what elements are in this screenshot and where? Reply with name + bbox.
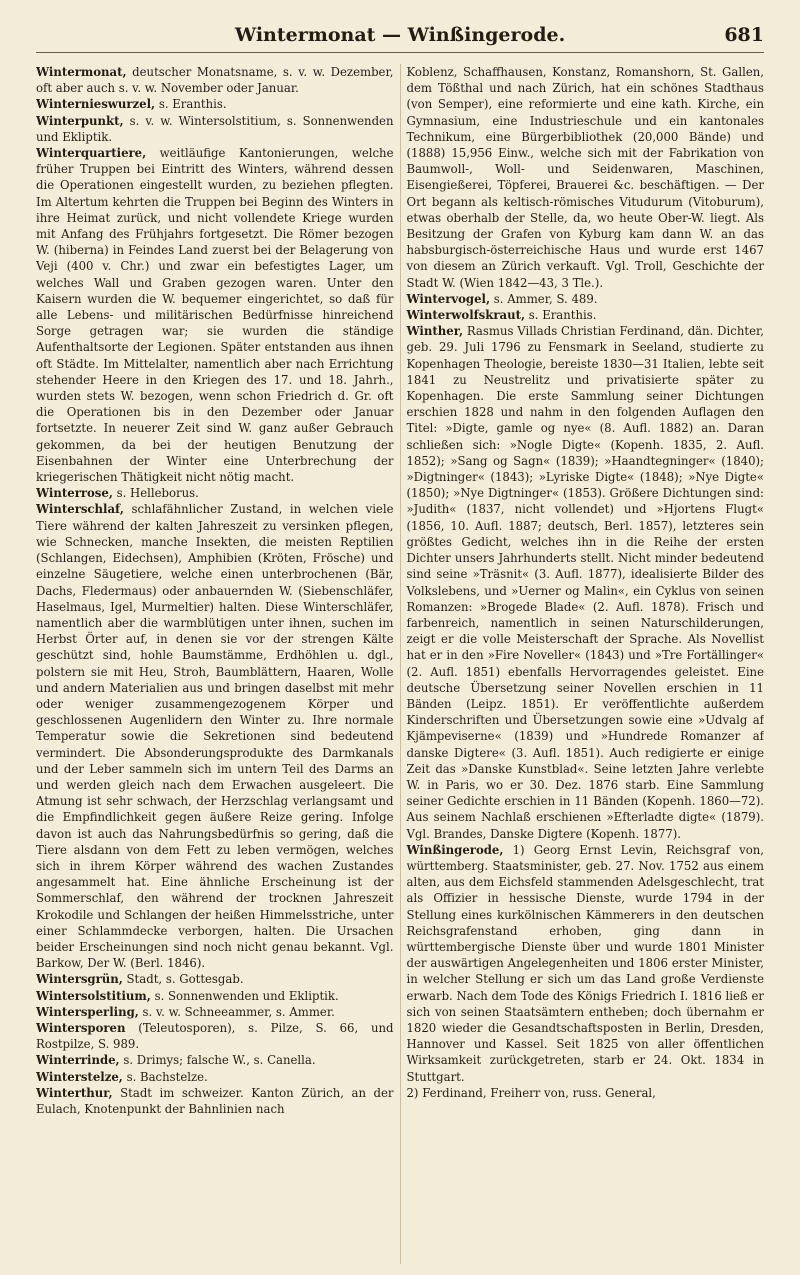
entry-headword: Winterwolfskraut, bbox=[406, 308, 526, 323]
dictionary-entry bbox=[407, 307, 765, 323]
entry-headword: Winternieswurzel, bbox=[36, 97, 156, 112]
right-column bbox=[400, 64, 765, 1264]
dictionary-entry bbox=[36, 1085, 394, 1117]
entry-text: s. Eranthis. bbox=[155, 97, 227, 112]
entry-text: schlafähnlicher Zustand, in welchen viele Tiere während der kalten Jahreszeit zu versinken pflegen, wie Schnecken, manche Insekten, die meisten Reptilien (Schlangen, Eidechsen), Amphibien (Kröten, Frösche) und einzelne Säugetiere, welche einen unterbrochenen (Bär, Dachs, Fledermaus) oder anbauernden W. (Siebenschläfer, Haselmaus, Igel, Murmeltier) halten. Diese Winterschläfer, namentlich aber die warmblütigen unter ihnen, suchen im Herbst Örter auf, in denen sie vor der strengen Kälte geschützt sind, hohle Baumstämme, Erdhöhlen u. dgl., polstern sie mit Heu, Stroh, Baumblättern, Haaren, Wolle und andern Materialien aus und bringen daselbst mit mehr oder weniger zusammengezogenem Körper und geschlossenen Augenlidern den Winter zu. Ihre normale Temperatur sowie die Sekretionen sind bedeutend vermindert. Die Absonderungsprodukte des Darmkanals und der Leber sammeln sich im untern Teil des Darms an und werden gleich nach dem Erwachen ausgeleert. Die Atmung ist sehr schwach, der Herzschlag verlangsamt und die Empfindlichkeit gegen äußere Reize gering. Infolge davon ist auch das Nahrungsbedürfnis so gering, daß die Tiere alsdann von dem Fett zu leben vermögen, welches sich in ihrem Körper während des wachen Zustandes angesammelt hat. Eine ähnliche Erscheinung ist der Sommerschlaf, den während der trocknen Jahreszeit Krokodile und Schlangen der heißen Himmelsstriche, unter einer Schlammdecke verborgen, halten. Die Ursachen beider Erscheinungen sind noch nicht genau bekannt. Vgl. Barkow, Der W. (Berl. 1846). bbox=[36, 502, 394, 971]
text-columns bbox=[36, 64, 764, 1264]
entry-headword: Winther, bbox=[406, 324, 464, 339]
entry-headword: Winterrose, bbox=[36, 486, 113, 501]
dictionary-entry bbox=[36, 1069, 394, 1085]
dictionary-entry bbox=[407, 1085, 765, 1101]
entry-headword: Wintersgrün, bbox=[36, 972, 123, 987]
entry-text: s. Eranthis. bbox=[525, 308, 597, 323]
entry-text: s. Drimys; falsche W., s. Canella. bbox=[119, 1053, 316, 1068]
dictionary-entry bbox=[36, 1020, 394, 1052]
entry-headword: Wintervogel, bbox=[406, 291, 491, 306]
entry-text: 2) Ferdinand, Freiherr von, russ. General, bbox=[406, 1085, 656, 1100]
running-header bbox=[36, 22, 764, 53]
dictionary-entry bbox=[36, 145, 394, 485]
entry-headword: Winterquartiere, bbox=[36, 146, 147, 161]
entry-text: s. v. w. Wintersolstitium, s. Sonnenwenden und Ekliptik. bbox=[36, 113, 394, 144]
entry-text: s. Sonnenwenden und Ekliptik. bbox=[150, 988, 339, 1003]
entry-text: s. v. w. Schneeammer, s. Ammer. bbox=[138, 1004, 335, 1019]
dictionary-entry bbox=[36, 485, 394, 501]
entry-text: s. Ammer, S. 489. bbox=[490, 291, 598, 306]
dictionary-entry bbox=[407, 291, 765, 307]
dictionary-entry bbox=[36, 988, 394, 1004]
entry-headword: Winterthur, bbox=[36, 1085, 113, 1100]
dictionary-entry bbox=[407, 64, 765, 291]
entry-text: s. Helleborus. bbox=[112, 486, 199, 501]
entry-headword: Wintermonat, bbox=[36, 65, 127, 79]
entry-text: 1) Georg Ernst Levin, Reichsgraf von, württemberg. Staatsminister, geb. 27. Nov. 1752 aus einem alten, aus dem Eichsfeld stammenden Adelsgeschlecht, trat als Offizier in hessische Dienste, wurde 1794 in der Stellung eines kurkölnischen Kämmerers in den deutschen Reichsgrafenstand erhoben, ging dann in württembergische Dienste über und wurde 1801 Minister der auswärtigen Angelegenheiten und 1806 erster Minister, in welcher Stellung er sich um das Land große Verdienste erwarb. Nach dem Tode des Königs Friedrich I. 1816 ließ er sich von seinen Staatsämtern entheben; doch übernahm er 1820 wieder die Gesandtschaftsposten in Berlin, Dresden, Hannover und Kassel. Seit 1825 von aller öffentlichen Wirksamkeit zurückgetreten, starb er 24. Okt. 1834 in Stuttgart. bbox=[406, 842, 764, 1084]
dictionary-entry bbox=[407, 842, 765, 1085]
entry-headword: Wintersperling, bbox=[36, 1004, 139, 1019]
left-column bbox=[36, 64, 394, 1264]
entry-text: (Teleutosporen), s. Pilze, S. 66, und Rostpilze, S. 989. bbox=[36, 1020, 394, 1052]
header-title: Wintermonat — Winßingerode. bbox=[234, 24, 566, 46]
entry-text: s. Bachstelze. bbox=[122, 1069, 208, 1084]
entry-headword: Winterstelze, bbox=[36, 1069, 123, 1084]
dictionary-entry bbox=[36, 1052, 394, 1068]
dictionary-entry bbox=[36, 64, 394, 96]
entry-headword: Winßingerode, bbox=[406, 842, 504, 857]
dictionary-entry bbox=[407, 323, 765, 842]
entry-text: deutscher Monatsname, s. v. w. Dezember, oft aber auch s. v. w. November oder Januar. bbox=[36, 65, 394, 96]
entry-text: Stadt, s. Gottesgab. bbox=[122, 972, 244, 987]
entry-headword: Winterpunkt, bbox=[36, 113, 124, 128]
entry-headword: Winterrinde, bbox=[36, 1053, 120, 1068]
entry-text: Stadt im schweizer. Kanton Zürich, an der Eulach, Knotenpunkt der Bahnlinien nach bbox=[36, 1085, 394, 1116]
dictionary-entry bbox=[36, 113, 394, 145]
entry-text: weitläufige Kantonierungen, welche früher Truppen bei Eintritt des Winters, während dessen die Operationen eingestellt wurden, zu beziehen pflegten. Im Altertum kehrten die Truppen bei Beginn des Winters in ihre Heimat zurück, und nicht vollendete Kriege wurden mit Anfang des Frühjahrs fortgesetzt. Die Römer bezogen W. (hiberna) in Feindes Land zuerst bei der Belagerung von Veji (400 v. Chr.) und zwar ein befestigtes Lager, um welches Wall und Graben gezogen waren. Unter den Kaisern wurden die W. bequemer eingerichtet, so daß für alle Lebens- und militärischen Bedürfnisse hinreichend Sorge getragen war; sie wurden die ständige Aufenthaltsorte der Legionen. Später entstanden aus ihnen oft Städte. Im Mittelalter, namentlich aber nach Errichtung stehender Heere in den Kriegen des 17. und 18. Jahrh., wurden stets W. bezogen, wenn schon Friedrich d. Gr. oft die Operationen bis in den Dezember oder Januar fortsetzte. In neuerer Zeit sind W. ganz außer Gebrauch gekommen, da bei der heutigen Benutzung der Eisenbahnen der Winter eine Unterbrechung der kriegerischen Thätigkeit nicht nötig macht. bbox=[36, 146, 394, 485]
dictionary-entry bbox=[36, 1004, 394, 1020]
entry-headword: Wintersporen bbox=[36, 1020, 126, 1035]
page-number: 681 bbox=[724, 24, 764, 46]
entry-text: Rasmus Villads Christian Ferdinand, dän. Dichter, geb. 29. Juli 1796 zu Fensmark in Seeland, studierte zu Kopenhagen Theologie, bereiste 1830—31 Italien, lebte seit 1841 zu Neustrelitz und privatisierte später zu Kopenhagen. Die erste Sammlung seiner Dichtungen erschien 1828 und nahm in den folgenden Auflagen den Titel: »Digte, gamle og nye« (8. Aufl. 1882) an. Daran schließen sich: »Nogle Digte« (Kopenh. 1835, 2. Aufl. 1852); »Sang og Sagn« (1839); »Haandtegninger« (1840); »Digtninger« (1843); »Lyriske Digte« (1848); »Nye Digte« (1850); »Nye Digtninger« (1853). Größere Dichtungen sind: »Judith« (1837, nicht vollendet) und »Hjortens Flugt« (1856, 10. Aufl. 1887; deutsch, Berl. 1857), letzteres sein größtes Gedicht, welches ihn in die Reihe der ersten Dichter unsers Jahrhunderts stellt. Nicht minder bedeutend sind seine »Träsnit« (3. Aufl. 1877), idealisierte Bilder des Volkslebens, und »Uerner og Malin«, ein Cyklus von seinen Romanzen: »Brogede Blade« (2. Aufl. 1878). Frisch und farbenreich, namentlich in seinen Naturschilderungen, zeigt er die volle Meisterschaft der Sprache. Als Novellist hat er in den »Fire Noveller« (1843) und »Tre Fortällinger« (2. Aufl. 1851) ebenfalls Hervorragendes geleistet. Eine deutsche Übersetzung seiner Novellen erschien in 11 Bänden (Leipz. 1851). Er veröffentlichte außerdem Kinderschriften und Übersetzungen sowie eine »Udvalg af Kjämpeviserne« (1839) und »Hundrede Romanzer af danske Digtere« (3. Aufl. 1851). Auch redigierte er einige Zeit das »Danske Kunstblad«. Seine letzten Jahre verlebte W. in Paris, wo er 30. Dez. 1876 starb. Eine Sammlung seiner Gedichte erschien in 11 Bänden (Kopenh. 1860—72). Aus seinem Nachlaß erschienen »Efterladte digte« (1879). Vgl. Brandes, Danske Digtere (Kopenh. 1877). bbox=[406, 324, 764, 841]
dictionary-entry bbox=[36, 96, 394, 112]
entry-text: Koblenz, Schaffhausen, Konstanz, Romanshorn, St. Gallen, dem Tößthal und nach Zürich, hat ein schönes Stadthaus (von Semper), eine reformierte und eine kath. Kirche, ein Gymnasium, eine Industrieschule und ein kantonales Technikum, eine Bürgerbibliothek (20,000 Bände) und (1888) 15,956 Einw., welche sich mit der Fabrikation von Baumwoll-, Woll- und Seidenwaren, Maschinen, Eisengießerei, Töpferei, Brauerei &c. beschäftigen. — Der Ort begann als keltisch-römisches Vitudurum (Vitoburum), etwas oberhalb der Stelle, da, wo heute Ober-W. liegt. Als Besitzung der Grafen von Kyburg kam dann W. an das habsburgisch-österreichische Haus und wurde erst 1467 von diesem an Zürich verkauft. Vgl. Troll, Geschichte der Stadt W. (Wien 1842—43, 3 Tle.). bbox=[406, 65, 764, 290]
entry-headword: Winterschlaf, bbox=[36, 502, 124, 517]
dictionary-entry bbox=[36, 501, 394, 971]
entry-headword: Wintersolstitium, bbox=[36, 988, 151, 1003]
dictionary-entry bbox=[36, 971, 394, 987]
